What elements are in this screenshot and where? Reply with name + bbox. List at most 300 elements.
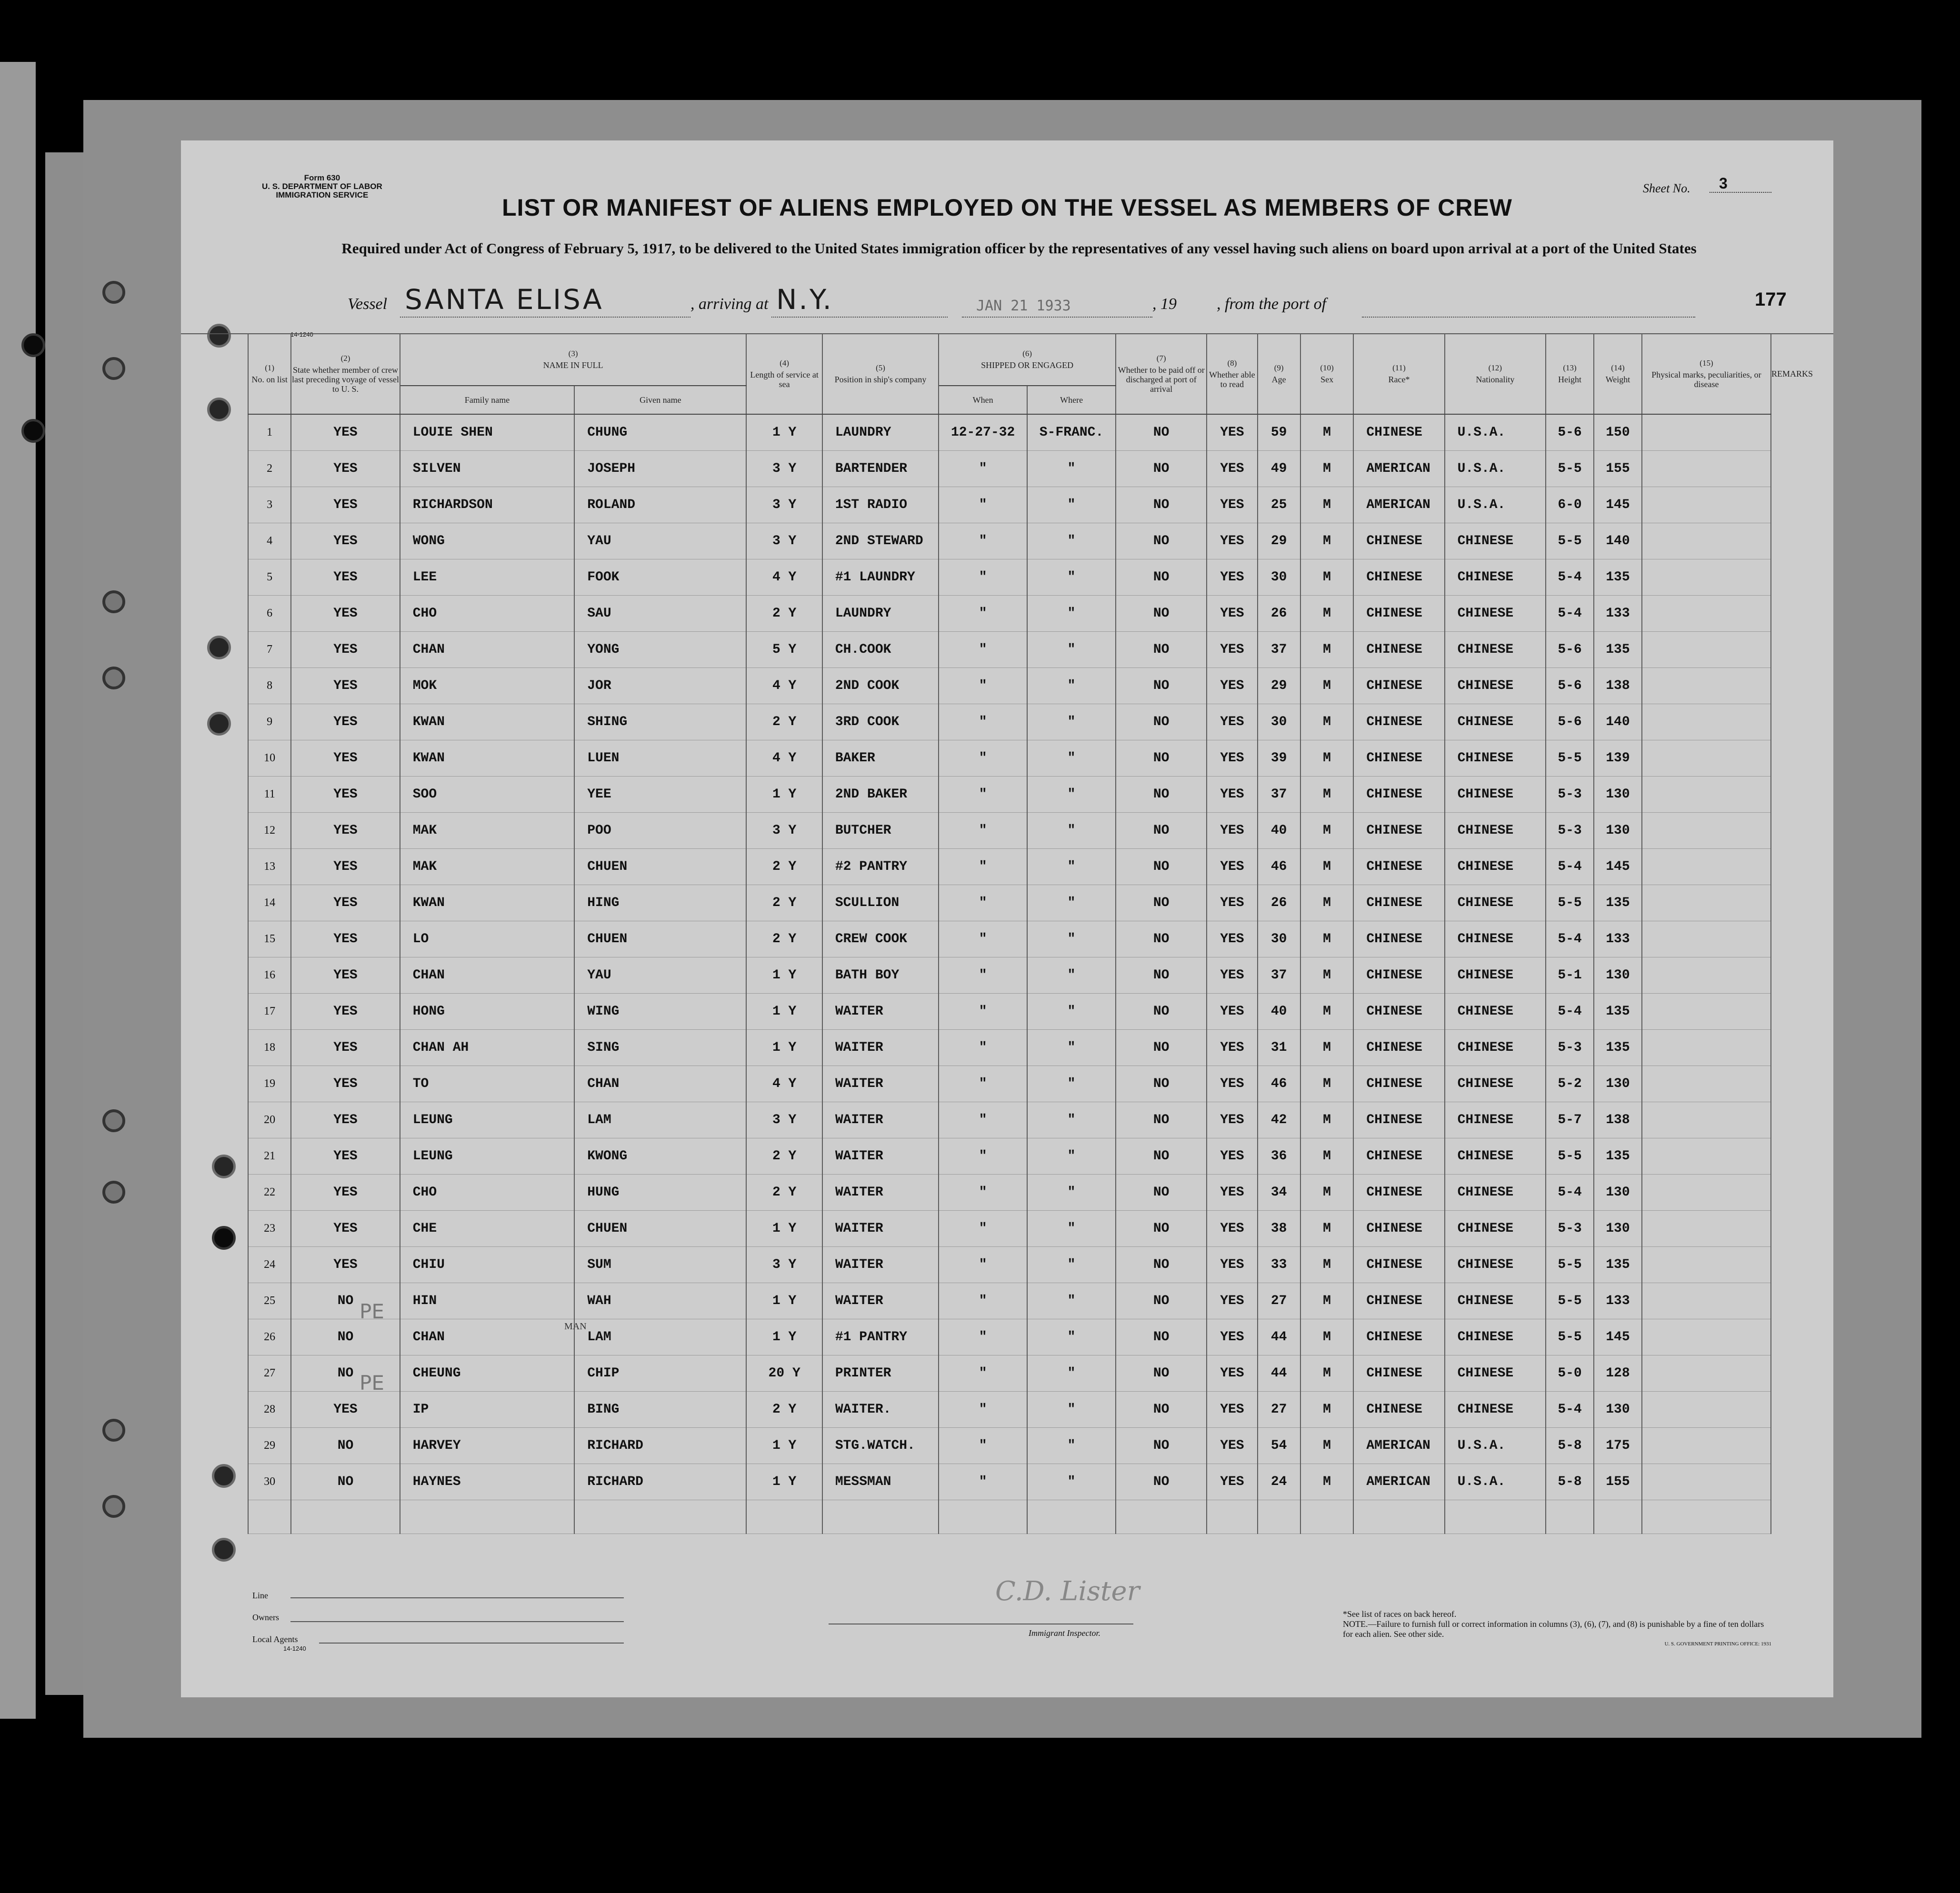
- physical-marks-cell: [1642, 921, 1771, 957]
- weight-cell: 175: [1594, 1428, 1642, 1464]
- col-header-family-name: Family name: [400, 386, 575, 414]
- paid-off-cell: NO: [1116, 777, 1207, 813]
- table-row: [248, 1211, 1771, 1247]
- able-to-read-cell: YES: [1207, 1355, 1257, 1392]
- race-cell: CHINESE: [1353, 1211, 1444, 1247]
- age-cell: 30: [1258, 704, 1300, 740]
- family-name-cell: HAYNES: [400, 1464, 575, 1500]
- sex-cell: M: [1300, 1138, 1354, 1175]
- able-to-read-cell: YES: [1207, 1464, 1257, 1500]
- previous-voyage-cell: YES: [291, 813, 400, 849]
- race-cell: CHINESE: [1353, 1392, 1444, 1428]
- weight-cell: 135: [1594, 559, 1642, 596]
- position-cell: WAITER: [822, 1066, 939, 1102]
- length-of-service-cell: 2 Y: [746, 596, 822, 632]
- form-code: 14-1240: [290, 331, 313, 338]
- blank-cell: [1300, 1500, 1354, 1534]
- length-of-service-cell: 2 Y: [746, 885, 822, 921]
- physical-marks-cell: [1642, 559, 1771, 596]
- physical-marks-cell: [1642, 596, 1771, 632]
- table-row: [248, 1392, 1771, 1428]
- position-cell: 3RD COOK: [822, 704, 939, 740]
- manifest-page: [181, 140, 1833, 1697]
- nationality-cell: CHINESE: [1445, 1211, 1546, 1247]
- weight-cell: 138: [1594, 668, 1642, 704]
- sex-cell: M: [1300, 1355, 1354, 1392]
- table-row: [248, 632, 1771, 668]
- race-cell: AMERICAN: [1353, 487, 1444, 523]
- sex-cell: M: [1300, 414, 1354, 451]
- able-to-read-cell: YES: [1207, 1138, 1257, 1175]
- given-name-cell: JOSEPH: [574, 451, 746, 487]
- position-cell: BARTENDER: [822, 451, 939, 487]
- weight-cell: 135: [1594, 885, 1642, 921]
- paid-off-cell: NO: [1116, 849, 1207, 885]
- department-name: U. S. DEPARTMENT OF LABOR: [262, 182, 382, 191]
- height-cell: 5-3: [1546, 1030, 1594, 1066]
- race-cell: CHINESE: [1353, 994, 1444, 1030]
- race-cell: CHINESE: [1353, 632, 1444, 668]
- weight-cell: 145: [1594, 849, 1642, 885]
- punch-hole: [212, 1155, 236, 1178]
- physical-marks-cell: [1642, 414, 1771, 451]
- row-number-cell: 28: [248, 1392, 291, 1428]
- length-of-service-cell: 2 Y: [746, 1175, 822, 1211]
- shipped-when-cell: ": [939, 596, 1027, 632]
- nationality-cell: CHINESE: [1445, 777, 1546, 813]
- paid-off-cell: NO: [1116, 487, 1207, 523]
- age-cell: 46: [1258, 1066, 1300, 1102]
- given-name-cell: ROLAND: [574, 487, 746, 523]
- printer-imprint: U. S. GOVERNMENT PRINTING OFFICE: 1931: [1664, 1641, 1771, 1647]
- previous-voyage-cell: YES: [291, 1030, 400, 1066]
- table-row: [248, 1175, 1771, 1211]
- weight-cell: 139: [1594, 740, 1642, 777]
- binder-ring: [102, 667, 125, 689]
- shipped-where-cell: ": [1027, 632, 1116, 668]
- length-of-service-cell: 5 Y: [746, 632, 822, 668]
- height-cell: 5-5: [1546, 451, 1594, 487]
- shipped-where-cell: ": [1027, 921, 1116, 957]
- given-name-cell: WING: [574, 994, 746, 1030]
- pe-annotation: PE: [360, 1300, 384, 1323]
- length-of-service-cell: 1 Y: [746, 777, 822, 813]
- race-cell: CHINESE: [1353, 1283, 1444, 1319]
- nationality-cell: CHINESE: [1445, 957, 1546, 994]
- able-to-read-cell: YES: [1207, 1392, 1257, 1428]
- position-cell: WAITER: [822, 1030, 939, 1066]
- length-of-service-cell: 1 Y: [746, 957, 822, 994]
- punch-hole: [207, 636, 231, 659]
- blank-cell: [248, 1500, 291, 1534]
- position-cell: #2 PANTRY: [822, 849, 939, 885]
- sex-cell: M: [1300, 1428, 1354, 1464]
- previous-voyage-cell: YES: [291, 740, 400, 777]
- shipped-where-cell: ": [1027, 1175, 1116, 1211]
- nationality-cell: U.S.A.: [1445, 487, 1546, 523]
- race-cell: CHINESE: [1353, 1138, 1444, 1175]
- weight-cell: 135: [1594, 1138, 1642, 1175]
- sex-cell: M: [1300, 487, 1354, 523]
- previous-voyage-cell: YES: [291, 487, 400, 523]
- sex-cell: M: [1300, 921, 1354, 957]
- height-cell: 5-8: [1546, 1428, 1594, 1464]
- position-cell: WAITER: [822, 1283, 939, 1319]
- length-of-service-cell: 4 Y: [746, 740, 822, 777]
- paid-off-cell: NO: [1116, 885, 1207, 921]
- race-cell: CHINESE: [1353, 559, 1444, 596]
- position-cell: MESSMAN: [822, 1464, 939, 1500]
- shipped-when-cell: ": [939, 559, 1027, 596]
- age-cell: 26: [1258, 885, 1300, 921]
- binder-ring: [102, 281, 125, 304]
- nationality-cell: CHINESE: [1445, 885, 1546, 921]
- nationality-cell: U.S.A.: [1445, 414, 1546, 451]
- row-number-cell: 2: [248, 451, 291, 487]
- row-number-cell: 17: [248, 994, 291, 1030]
- length-of-service-cell: 1 Y: [746, 1283, 822, 1319]
- nationality-cell: CHINESE: [1445, 632, 1546, 668]
- age-cell: 36: [1258, 1138, 1300, 1175]
- shipped-where-cell: ": [1027, 885, 1116, 921]
- blank-cell: [574, 1500, 746, 1534]
- shipped-when-cell: ": [939, 1066, 1027, 1102]
- weight-cell: 130: [1594, 1392, 1642, 1428]
- previous-voyage-cell: YES: [291, 777, 400, 813]
- given-name-cell: CHUEN: [574, 1211, 746, 1247]
- row-number-cell: 5: [248, 559, 291, 596]
- table-row: [248, 1428, 1771, 1464]
- arrival-port: N.Y.: [776, 283, 833, 316]
- physical-marks-cell: [1642, 1319, 1771, 1355]
- sex-cell: M: [1300, 849, 1354, 885]
- weight-cell: 135: [1594, 1030, 1642, 1066]
- shipped-when-cell: ": [939, 1319, 1027, 1355]
- position-cell: 1ST RADIO: [822, 487, 939, 523]
- paid-off-cell: NO: [1116, 1428, 1207, 1464]
- previous-voyage-cell: NO: [291, 1355, 400, 1392]
- able-to-read-cell: YES: [1207, 957, 1257, 994]
- length-of-service-cell: 3 Y: [746, 523, 822, 559]
- weight-cell: 145: [1594, 487, 1642, 523]
- nationality-cell: CHINESE: [1445, 668, 1546, 704]
- col-header-given-name: Given name: [574, 386, 746, 414]
- agents-label: Local Agents: [252, 1634, 298, 1644]
- form-number: Form 630: [304, 173, 340, 182]
- position-cell: WAITER: [822, 1102, 939, 1138]
- nationality-cell: CHINESE: [1445, 523, 1546, 559]
- paid-off-cell: NO: [1116, 451, 1207, 487]
- table-row: [248, 921, 1771, 957]
- paid-off-cell: NO: [1116, 957, 1207, 994]
- age-cell: 40: [1258, 813, 1300, 849]
- length-of-service-cell: 3 Y: [746, 487, 822, 523]
- row-number-cell: 4: [248, 523, 291, 559]
- able-to-read-cell: YES: [1207, 1283, 1257, 1319]
- blank-cell: [1353, 1500, 1444, 1534]
- paid-off-cell: NO: [1116, 1211, 1207, 1247]
- age-cell: 27: [1258, 1283, 1300, 1319]
- given-name-cell: SAU: [574, 596, 746, 632]
- shipped-where-cell: ": [1027, 994, 1116, 1030]
- race-cell: CHINESE: [1353, 1030, 1444, 1066]
- physical-marks-cell: [1642, 1392, 1771, 1428]
- nationality-cell: CHINESE: [1445, 1247, 1546, 1283]
- blank-cell: [291, 1500, 400, 1534]
- able-to-read-cell: YES: [1207, 451, 1257, 487]
- weight-cell: 140: [1594, 704, 1642, 740]
- age-cell: 31: [1258, 1030, 1300, 1066]
- given-name-cell: RICHARD: [574, 1428, 746, 1464]
- able-to-read-cell: YES: [1207, 668, 1257, 704]
- shipped-when-cell: ": [939, 1392, 1027, 1428]
- age-cell: 25: [1258, 487, 1300, 523]
- position-cell: STG.WATCH.: [822, 1428, 939, 1464]
- agents-field: [319, 1643, 624, 1644]
- race-cell: CHINESE: [1353, 813, 1444, 849]
- able-to-read-cell: YES: [1207, 596, 1257, 632]
- arriving-label: , arriving at: [690, 295, 769, 313]
- position-cell: BAKER: [822, 740, 939, 777]
- shipped-when-cell: ": [939, 487, 1027, 523]
- row-number-cell: 12: [248, 813, 291, 849]
- table-row: [248, 414, 1771, 451]
- family-name-cell: CHE: [400, 1211, 575, 1247]
- table-row: [248, 704, 1771, 740]
- family-name-cell: LEE: [400, 559, 575, 596]
- paid-off-cell: NO: [1116, 1066, 1207, 1102]
- paid-off-cell: NO: [1116, 1102, 1207, 1138]
- length-of-service-cell: 4 Y: [746, 1066, 822, 1102]
- race-cell: CHINESE: [1353, 740, 1444, 777]
- shipped-where-cell: ": [1027, 1138, 1116, 1175]
- age-cell: 42: [1258, 1102, 1300, 1138]
- able-to-read-cell: YES: [1207, 885, 1257, 921]
- physical-marks-cell: [1642, 1355, 1771, 1392]
- race-cell: CHINESE: [1353, 1319, 1444, 1355]
- length-of-service-cell: 2 Y: [746, 1138, 822, 1175]
- col-header-paid-off: (7) Whether to be paid off or discharged at port of arrival: [1116, 333, 1207, 414]
- family-name-cell: IP: [400, 1392, 575, 1428]
- paid-off-cell: NO: [1116, 740, 1207, 777]
- nationality-cell: CHINESE: [1445, 559, 1546, 596]
- previous-voyage-cell: YES: [291, 1247, 400, 1283]
- col-header-where: Where: [1027, 386, 1116, 414]
- shipped-when-cell: ": [939, 1211, 1027, 1247]
- physical-marks-cell: [1642, 849, 1771, 885]
- shipped-when-cell: ": [939, 1102, 1027, 1138]
- binder-ring: [102, 1109, 125, 1132]
- given-name-cell: YEE: [574, 777, 746, 813]
- row-number-cell: 22: [248, 1175, 291, 1211]
- nationality-cell: U.S.A.: [1445, 451, 1546, 487]
- weight-cell: 133: [1594, 921, 1642, 957]
- given-name-cell: WAH: [574, 1283, 746, 1319]
- length-of-service-cell: 1 Y: [746, 1030, 822, 1066]
- sex-cell: M: [1300, 1283, 1354, 1319]
- able-to-read-cell: YES: [1207, 632, 1257, 668]
- position-cell: 2ND STEWARD: [822, 523, 939, 559]
- nationality-cell: U.S.A.: [1445, 1428, 1546, 1464]
- weight-cell: 135: [1594, 994, 1642, 1030]
- length-of-service-cell: 20 Y: [746, 1355, 822, 1392]
- table-row: [248, 777, 1771, 813]
- shipped-where-cell: ": [1027, 1319, 1116, 1355]
- given-name-cell: YAU: [574, 523, 746, 559]
- given-name-cell: LAM: [574, 1102, 746, 1138]
- row-number-cell: 16: [248, 957, 291, 994]
- row-number-cell: 8: [248, 668, 291, 704]
- row-number-cell: 10: [248, 740, 291, 777]
- given-name-cell: POO: [574, 813, 746, 849]
- table-row: [248, 1319, 1771, 1355]
- row-number-cell: 13: [248, 849, 291, 885]
- height-cell: 5-4: [1546, 1175, 1594, 1211]
- physical-marks-cell: [1642, 1211, 1771, 1247]
- age-cell: 30: [1258, 559, 1300, 596]
- given-name-cell: CHUEN: [574, 921, 746, 957]
- age-cell: 38: [1258, 1211, 1300, 1247]
- physical-marks-cell: [1642, 1030, 1771, 1066]
- shipped-where-cell: ": [1027, 1283, 1116, 1319]
- from-port-line: [1362, 317, 1695, 318]
- table-row: [248, 1030, 1771, 1066]
- weight-cell: 130: [1594, 1066, 1642, 1102]
- shipped-when-cell: ": [939, 1464, 1027, 1500]
- row-number-cell: 15: [248, 921, 291, 957]
- height-cell: 5-5: [1546, 1247, 1594, 1283]
- blank-cell: [939, 1500, 1027, 1534]
- age-cell: 59: [1258, 414, 1300, 451]
- age-cell: 37: [1258, 957, 1300, 994]
- nationality-cell: CHINESE: [1445, 1319, 1546, 1355]
- family-name-cell: KWAN: [400, 704, 575, 740]
- sex-cell: M: [1300, 559, 1354, 596]
- height-cell: 5-4: [1546, 596, 1594, 632]
- nationality-cell: CHINESE: [1445, 1355, 1546, 1392]
- weight-cell: 130: [1594, 1175, 1642, 1211]
- man-annotation: MAN: [564, 1321, 587, 1332]
- table-row: [248, 668, 1771, 704]
- previous-voyage-cell: YES: [291, 414, 400, 451]
- height-cell: 5-4: [1546, 1392, 1594, 1428]
- sex-cell: M: [1300, 596, 1354, 632]
- weight-cell: 145: [1594, 1319, 1642, 1355]
- shipped-when-cell: ": [939, 777, 1027, 813]
- physical-marks-cell: [1642, 451, 1771, 487]
- able-to-read-cell: YES: [1207, 994, 1257, 1030]
- given-name-cell: KWONG: [574, 1138, 746, 1175]
- previous-voyage-cell: YES: [291, 632, 400, 668]
- age-cell: 24: [1258, 1464, 1300, 1500]
- page-stamp-number: 177: [1755, 289, 1787, 310]
- age-cell: 33: [1258, 1247, 1300, 1283]
- height-cell: 5-6: [1546, 668, 1594, 704]
- shipped-where-cell: ": [1027, 1066, 1116, 1102]
- paid-off-cell: NO: [1116, 1464, 1207, 1500]
- col-header-height: (13) Height: [1546, 333, 1594, 414]
- previous-voyage-cell: NO: [291, 1283, 400, 1319]
- row-number-cell: 18: [248, 1030, 291, 1066]
- paid-off-cell: NO: [1116, 1030, 1207, 1066]
- sheet-number-label: Sheet No.: [1643, 181, 1690, 195]
- vessel-line: [400, 317, 690, 318]
- position-cell: WAITER: [822, 1211, 939, 1247]
- family-name-cell: CHAN AH: [400, 1030, 575, 1066]
- race-cell: AMERICAN: [1353, 451, 1444, 487]
- family-name-cell: HONG: [400, 994, 575, 1030]
- height-cell: 6-0: [1546, 487, 1594, 523]
- table-row: [248, 1355, 1771, 1392]
- family-name-cell: LOUIE SHEN: [400, 414, 575, 451]
- sex-cell: M: [1300, 740, 1354, 777]
- paid-off-cell: NO: [1116, 1392, 1207, 1428]
- punch-hole: [207, 324, 231, 348]
- nationality-cell: CHINESE: [1445, 596, 1546, 632]
- previous-voyage-cell: YES: [291, 523, 400, 559]
- length-of-service-cell: 2 Y: [746, 921, 822, 957]
- physical-marks-cell: [1642, 668, 1771, 704]
- line-label: Line: [252, 1591, 268, 1600]
- position-cell: 2ND COOK: [822, 668, 939, 704]
- line-field: [290, 1597, 624, 1598]
- row-number-cell: 11: [248, 777, 291, 813]
- race-cell: AMERICAN: [1353, 1464, 1444, 1500]
- family-name-cell: KWAN: [400, 885, 575, 921]
- table-row: [248, 740, 1771, 777]
- table-row: [248, 1066, 1771, 1102]
- col-header-position: (5) Position in ship's company: [822, 333, 939, 414]
- able-to-read-cell: YES: [1207, 1428, 1257, 1464]
- weight-cell: 138: [1594, 1102, 1642, 1138]
- able-to-read-cell: YES: [1207, 1030, 1257, 1066]
- age-cell: 46: [1258, 849, 1300, 885]
- race-cell: CHINESE: [1353, 668, 1444, 704]
- nationality-cell: U.S.A.: [1445, 1464, 1546, 1500]
- nationality-cell: CHINESE: [1445, 994, 1546, 1030]
- length-of-service-cell: 2 Y: [746, 704, 822, 740]
- paid-off-cell: NO: [1116, 668, 1207, 704]
- physical-marks-cell: [1642, 704, 1771, 740]
- age-cell: 44: [1258, 1319, 1300, 1355]
- nationality-cell: CHINESE: [1445, 921, 1546, 957]
- given-name-cell: JOR: [574, 668, 746, 704]
- row-number-cell: 30: [248, 1464, 291, 1500]
- race-cell: CHINESE: [1353, 523, 1444, 559]
- weight-cell: 128: [1594, 1355, 1642, 1392]
- previous-voyage-cell: YES: [291, 957, 400, 994]
- col-header-nationality: (12) Nationality: [1445, 333, 1546, 414]
- weight-cell: 135: [1594, 1247, 1642, 1283]
- race-cell: CHINESE: [1353, 957, 1444, 994]
- age-cell: 34: [1258, 1175, 1300, 1211]
- shipped-where-cell: ": [1027, 740, 1116, 777]
- nationality-cell: CHINESE: [1445, 1102, 1546, 1138]
- arrival-line: [771, 317, 948, 318]
- race-cell: CHINESE: [1353, 849, 1444, 885]
- physical-marks-cell: [1642, 1247, 1771, 1283]
- shipped-where-cell: ": [1027, 451, 1116, 487]
- height-cell: 5-4: [1546, 849, 1594, 885]
- binder-ring: [102, 1419, 125, 1442]
- table-row: [248, 813, 1771, 849]
- binder-ring: [102, 1495, 125, 1518]
- height-cell: 5-5: [1546, 740, 1594, 777]
- position-cell: 2ND BAKER: [822, 777, 939, 813]
- given-name-cell: LUEN: [574, 740, 746, 777]
- paid-off-cell: NO: [1116, 1355, 1207, 1392]
- age-cell: 44: [1258, 1355, 1300, 1392]
